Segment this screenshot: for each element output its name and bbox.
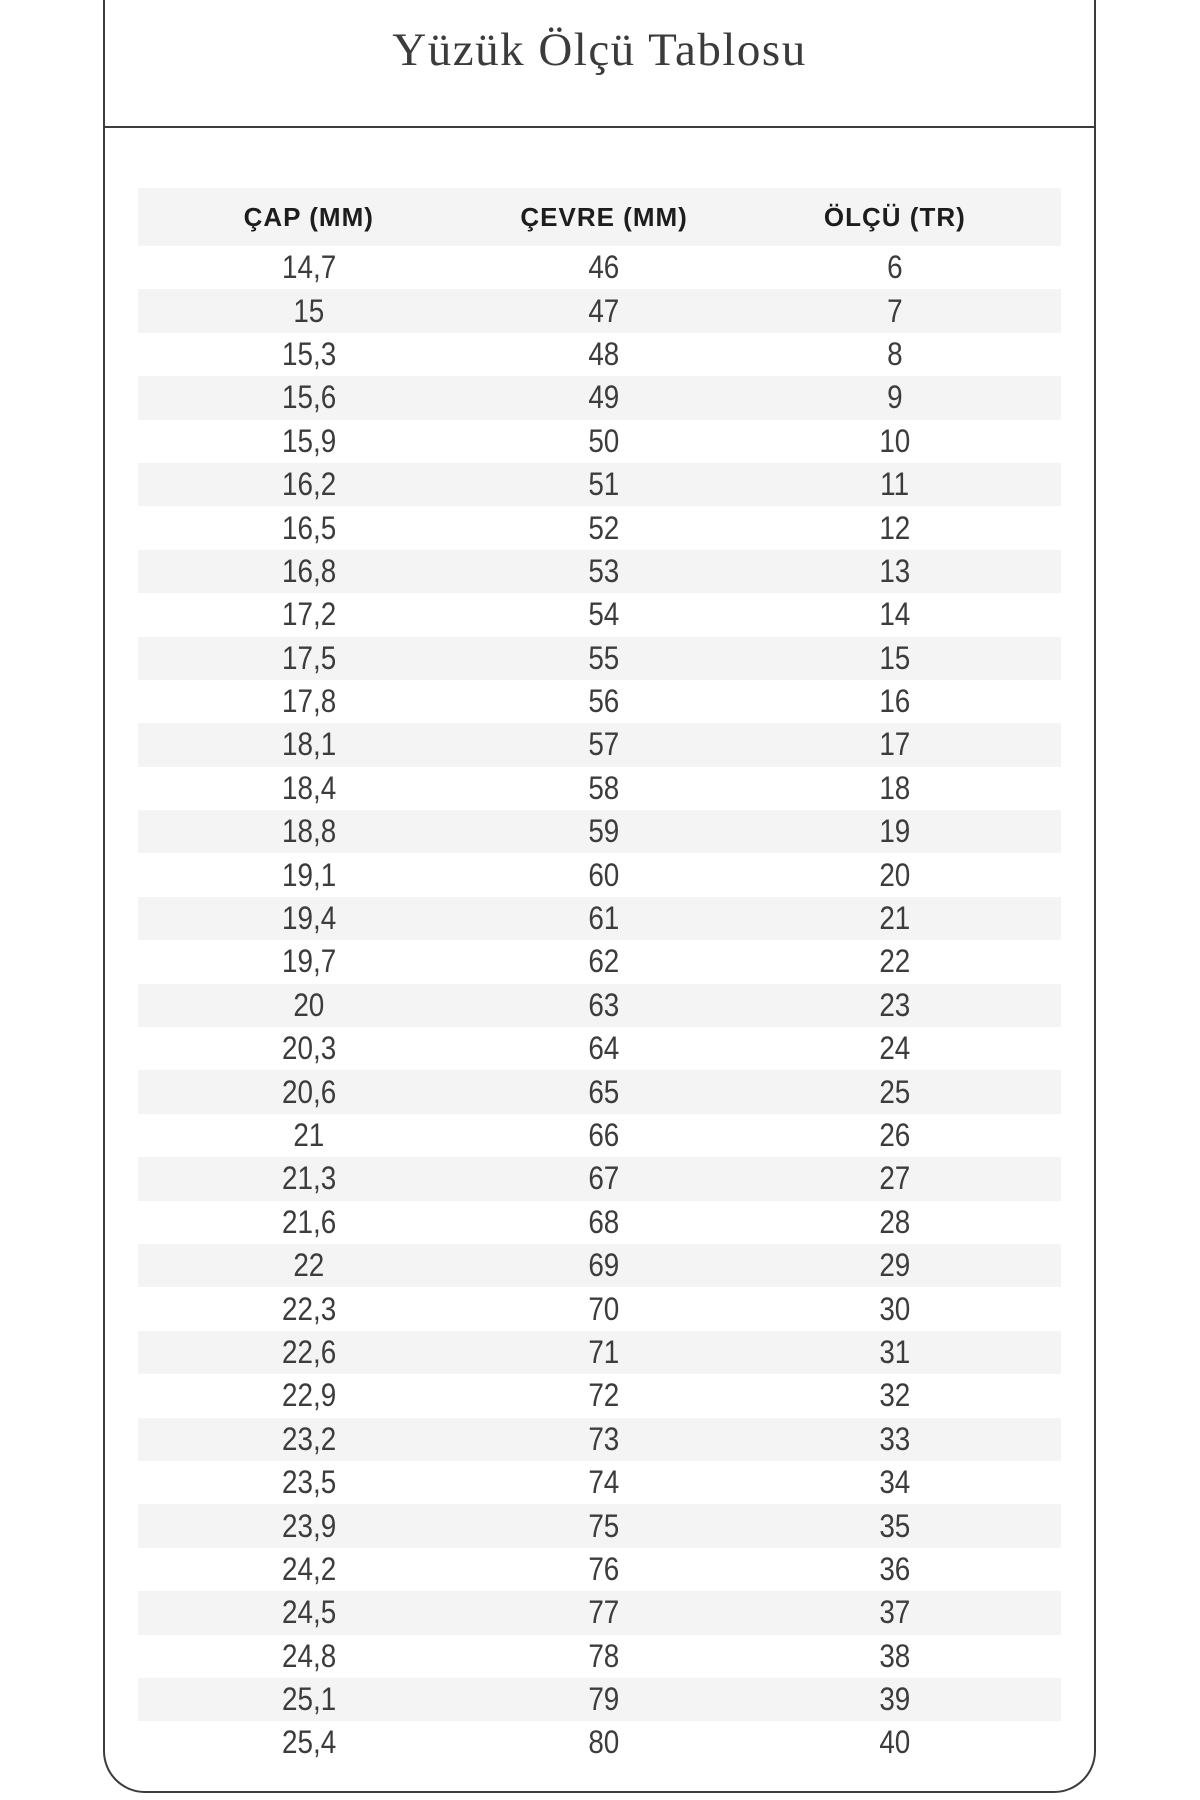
cell-circumference [480,1678,729,1721]
cell-circumference [480,289,729,332]
cell-circumference [480,593,729,636]
cell-size [729,1678,1061,1721]
table-row [138,1374,1061,1417]
cell-value: 72 [588,1377,620,1414]
cell-value: 23,9 [281,1507,336,1544]
cell-diameter [138,810,480,853]
cell-diameter [138,550,480,593]
ring-size-table [138,188,1061,1765]
table-row [138,506,1061,549]
table-row [138,550,1061,593]
cell-size [729,810,1061,853]
cell-size [729,984,1061,1027]
cell-value: 57 [588,726,620,763]
table-row [138,897,1061,940]
cell-size [729,463,1061,506]
cell-circumference [480,1287,729,1330]
cell-size [729,593,1061,636]
cell-value: 65 [588,1073,620,1110]
cell-value: 17,8 [281,683,336,720]
cell-circumference [480,1635,729,1678]
table-row [138,1244,1061,1287]
cell-value: 24 [879,1030,911,1067]
cell-size [729,897,1061,940]
cell-value: 49 [588,379,620,416]
cell-size [729,723,1061,766]
cell-value: 25,4 [281,1724,336,1761]
cell-circumference [480,550,729,593]
cell-diameter [138,853,480,896]
cell-value: 56 [588,683,620,720]
cell-circumference [480,767,729,810]
cell-size [729,420,1061,463]
cell-diameter [138,1331,480,1374]
cell-circumference [480,940,729,983]
cell-value: 53 [588,552,620,589]
table-row [138,593,1061,636]
cell-circumference [480,853,729,896]
cell-value: 29 [879,1247,911,1284]
cell-value: 54 [588,596,620,633]
cell-value: 23,2 [281,1420,336,1457]
table-row [138,767,1061,810]
cell-value: 20 [879,856,911,893]
cell-value: 39 [879,1681,911,1718]
table-row [138,1504,1061,1547]
table-row [138,1635,1061,1678]
cell-value: 7 [887,292,903,329]
cell-circumference [480,246,729,289]
cell-value: 24,2 [281,1550,336,1587]
table-row [138,1721,1061,1764]
cell-diameter [138,289,480,332]
cell-value: 22,6 [281,1333,336,1370]
cell-diameter [138,506,480,549]
cell-size [729,1331,1061,1374]
table-row [138,853,1061,896]
card-body [105,128,1094,1765]
cell-diameter [138,940,480,983]
cell-value: 69 [588,1247,620,1284]
cell-value: 10 [879,422,911,459]
table-header-row [138,188,1061,246]
cell-value: 17,5 [281,639,336,676]
cell-size [729,637,1061,680]
cell-circumference [480,1591,729,1634]
cell-size [729,246,1061,289]
cell-value: 22,3 [281,1290,336,1327]
cell-value: 46 [588,249,620,286]
cell-value: 18,1 [281,726,336,763]
cell-diameter [138,984,480,1027]
cell-diameter [138,897,480,940]
cell-value: 80 [588,1724,620,1761]
cell-circumference [480,1721,729,1764]
cell-value: 20,6 [281,1073,336,1110]
table-row [138,463,1061,506]
table-row [138,376,1061,419]
cell-diameter [138,1070,480,1113]
cell-circumference [480,810,729,853]
cell-value: 11 [880,466,910,503]
cell-value: 13 [879,552,911,589]
table-row [138,1157,1061,1200]
cell-size [729,1027,1061,1070]
cell-diameter [138,1027,480,1070]
cell-size [729,506,1061,549]
table-row [138,940,1061,983]
cell-diameter [138,463,480,506]
cell-circumference [480,333,729,376]
cell-value: 66 [588,1117,620,1153]
cell-size [729,289,1061,332]
cell-value: 17,2 [281,596,336,633]
cell-value: 33 [879,1420,911,1457]
cell-size [729,1461,1061,1504]
cell-circumference [480,637,729,680]
cell-circumference [480,1461,729,1504]
table-row [138,420,1061,463]
table-row [138,246,1061,289]
cell-circumference [480,1548,729,1591]
cell-size [729,550,1061,593]
cell-size [729,1721,1061,1764]
cell-value: 59 [588,813,620,850]
cell-circumference [480,1374,729,1417]
cell-value: 31 [879,1333,911,1370]
col-header-diameter: ÇAP (MM) [138,188,480,246]
cell-value: 16,8 [281,552,336,589]
cell-diameter [138,1635,480,1678]
cell-value: 23 [879,986,911,1023]
cell-circumference [480,680,729,723]
cell-value: 25 [879,1073,911,1110]
cell-size [729,1504,1061,1547]
cell-value: 62 [588,943,620,980]
cell-value: 23,5 [281,1464,336,1501]
cell-value: 6 [887,249,903,286]
cell-value: 27 [879,1160,911,1197]
cell-value: 26 [879,1117,911,1153]
cell-value: 79 [588,1681,620,1718]
cell-value: 30 [879,1290,911,1327]
table-row [138,637,1061,680]
cell-value: 8 [887,335,903,372]
cell-value: 64 [588,1030,620,1067]
cell-size [729,1374,1061,1417]
cell-size [729,333,1061,376]
cell-diameter [138,376,480,419]
cell-value: 76 [588,1550,620,1587]
cell-value: 61 [588,900,620,937]
cell-value: 28 [879,1203,911,1240]
cell-circumference [480,984,729,1027]
card-header [105,0,1094,128]
cell-value: 17 [879,726,911,763]
cell-circumference [480,376,729,419]
cell-value: 15,6 [281,379,336,416]
cell-value: 40 [879,1724,911,1761]
cell-value: 15,9 [281,422,336,459]
cell-value: 37 [879,1594,911,1631]
cell-diameter [138,680,480,723]
cell-value: 21 [293,1117,325,1153]
cell-circumference [480,1504,729,1547]
cell-value: 75 [588,1507,620,1544]
cell-circumference [480,1331,729,1374]
cell-diameter [138,1591,480,1634]
cell-value: 19,1 [281,856,336,893]
cell-value: 15 [879,639,911,676]
table-row [138,1331,1061,1374]
table-row [138,1114,1061,1157]
cell-size [729,1070,1061,1113]
cell-value: 55 [588,639,620,676]
cell-circumference [480,1418,729,1461]
cell-diameter [138,1374,480,1417]
cell-size [729,1287,1061,1330]
cell-diameter [138,333,480,376]
cell-size [729,1201,1061,1244]
cell-value: 14 [879,596,911,633]
cell-circumference [480,1157,729,1200]
cell-value: 15,3 [281,335,336,372]
cell-value: 32 [879,1377,911,1414]
cell-diameter [138,1201,480,1244]
cell-size [729,767,1061,810]
cell-value: 18,8 [281,813,336,850]
table-row [138,810,1061,853]
table-row [138,984,1061,1027]
table-row [138,1027,1061,1070]
cell-diameter [138,593,480,636]
cell-size [729,1548,1061,1591]
cell-diameter [138,1461,480,1504]
cell-size [729,376,1061,419]
col-header-size: ÖLÇÜ (TR) [729,188,1061,246]
col-header-circumference: ÇEVRE (MM) [480,188,729,246]
cell-value: 21,6 [281,1203,336,1240]
cell-circumference [480,420,729,463]
cell-size [729,680,1061,723]
cell-value: 58 [588,769,620,806]
cell-value: 50 [588,422,620,459]
cell-value: 20 [293,986,325,1023]
cell-value: 78 [588,1637,620,1674]
cell-value: 14,7 [281,249,336,286]
cell-value: 12 [879,509,911,546]
table-header [138,188,1061,246]
cell-circumference [480,723,729,766]
cell-value: 63 [588,986,620,1023]
cell-diameter [138,1114,480,1157]
cell-circumference [480,506,729,549]
cell-value: 36 [879,1550,911,1587]
cell-diameter [138,723,480,766]
cell-size [729,940,1061,983]
table-row [138,723,1061,766]
cell-value: 73 [588,1420,620,1457]
cell-value: 16 [879,683,911,720]
table-row [138,680,1061,723]
cell-value: 35 [879,1507,911,1544]
cell-value: 77 [588,1594,620,1631]
cell-circumference [480,1244,729,1287]
table-row [138,1591,1061,1634]
cell-value: 60 [588,856,620,893]
cell-value: 15 [293,292,325,329]
cell-value: 19 [879,813,911,850]
cell-value: 47 [588,292,620,329]
table-row [138,1678,1061,1721]
cell-diameter [138,1721,480,1764]
cell-value: 18,4 [281,769,336,806]
cell-circumference [480,1027,729,1070]
cell-value: 70 [588,1290,620,1327]
cell-value: 16,5 [281,509,336,546]
cell-diameter [138,1504,480,1547]
table-row [138,1461,1061,1504]
cell-value: 38 [879,1637,911,1674]
cell-size [729,1157,1061,1200]
cell-size [729,1635,1061,1678]
cell-diameter [138,1287,480,1330]
cell-diameter [138,420,480,463]
cell-value: 25,1 [281,1681,336,1718]
cell-value: 19,7 [281,943,336,980]
cell-size [729,1591,1061,1634]
cell-value: 21,3 [281,1160,336,1197]
cell-diameter [138,1157,480,1200]
cell-diameter [138,246,480,289]
cell-diameter [138,1418,480,1461]
table-row [138,289,1061,332]
cell-value: 24,5 [281,1594,336,1631]
cell-size [729,1114,1061,1157]
cell-diameter [138,1244,480,1287]
cell-value: 68 [588,1203,620,1240]
cell-diameter [138,767,480,810]
size-chart-card [103,0,1096,1793]
cell-value: 52 [588,509,620,546]
cell-circumference [480,1201,729,1244]
cell-diameter [138,1678,480,1721]
cell-size [729,853,1061,896]
cell-value: 20,3 [281,1030,336,1067]
cell-value: 71 [588,1333,620,1370]
table-row [138,1201,1061,1244]
cell-value: 24,8 [281,1637,336,1674]
table-row [138,1548,1061,1591]
cell-circumference [480,1114,729,1157]
cell-size [729,1418,1061,1461]
cell-value: 21 [879,900,911,937]
cell-value: 22 [293,1247,325,1284]
table-row [138,1287,1061,1330]
table-body [138,246,1061,1765]
cell-value: 51 [588,466,620,503]
page-title: Yüzük Ölçü Tablosu [392,24,807,76]
cell-value: 74 [588,1464,620,1501]
table-row [138,1418,1061,1461]
cell-value: 22,9 [281,1377,336,1414]
cell-value: 19,4 [281,900,336,937]
cell-value: 16,2 [281,466,336,503]
cell-value: 18 [879,769,911,806]
cell-diameter [138,1548,480,1591]
cell-value: 67 [588,1160,620,1197]
cell-value: 9 [887,379,903,416]
cell-value: 22 [879,943,911,980]
cell-circumference [480,463,729,506]
cell-diameter [138,637,480,680]
cell-circumference [480,1070,729,1113]
cell-circumference [480,897,729,940]
cell-size [729,1244,1061,1287]
cell-value: 34 [879,1464,911,1501]
table-row [138,1070,1061,1113]
table-row [138,333,1061,376]
cell-value: 48 [588,335,620,372]
